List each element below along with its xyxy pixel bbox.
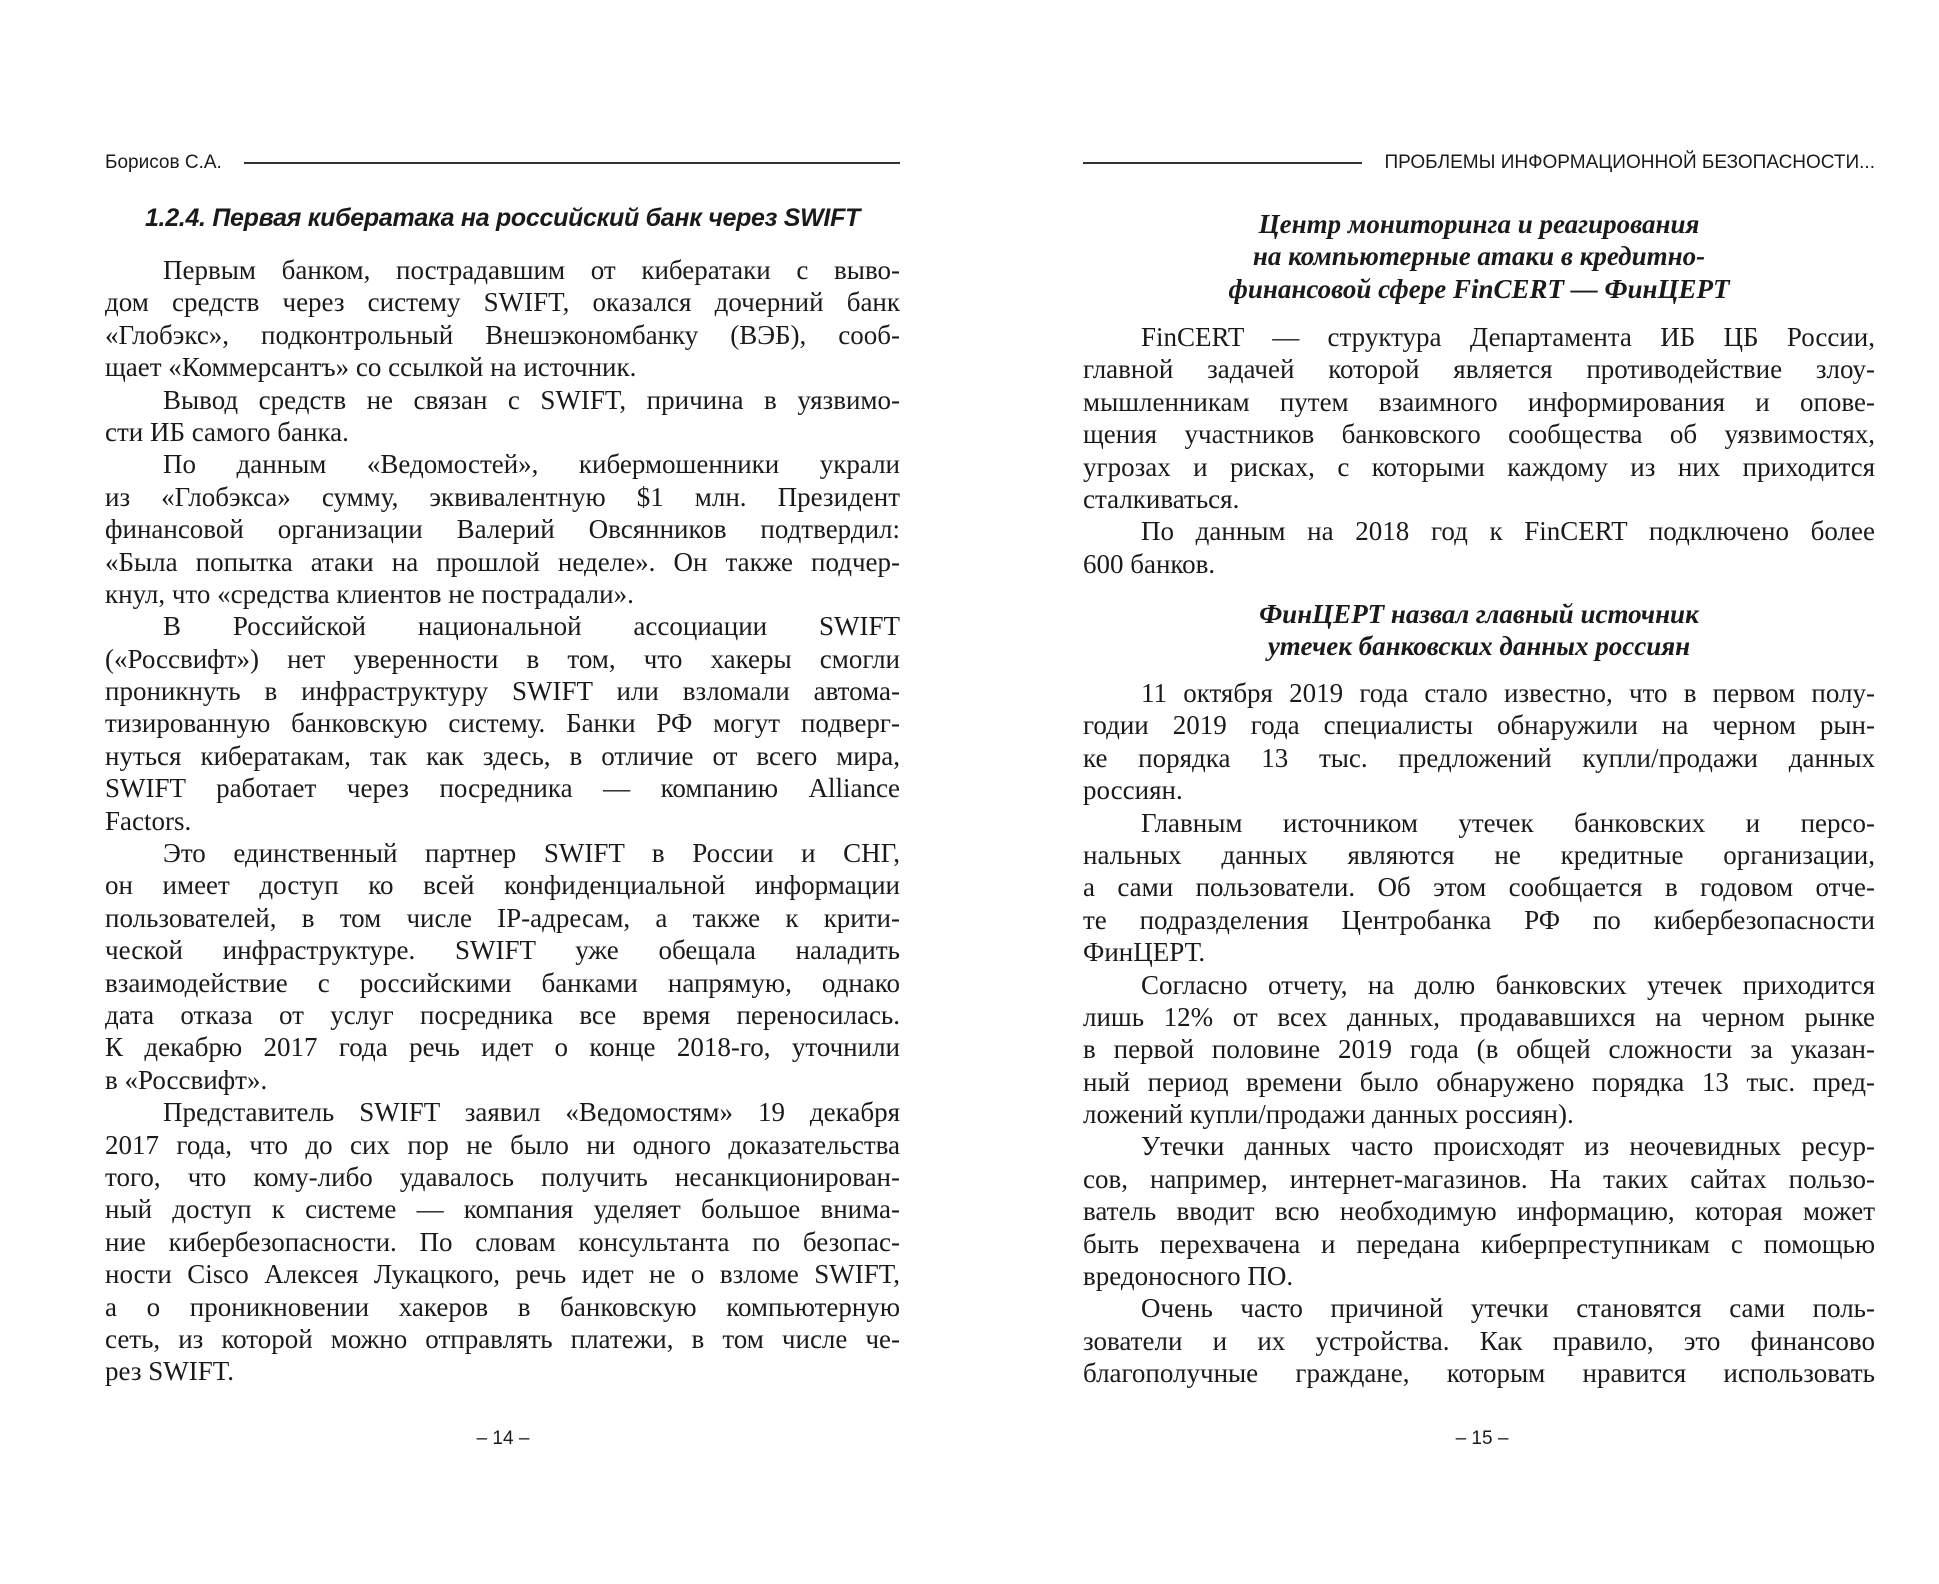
section-title: 1.2.4. Первая кибератака на российский банк через SWIFT [144,204,861,232]
text-line: ности Cisco Алексея Лукацкого, речь идет не о взломе SWIFT, [105,1259,900,1290]
left-body-text [105,254,900,1388]
text-line: Factors. [105,805,192,836]
text-line: взаимодействие с российскими банками напрямую, однако [105,967,900,998]
heading-line: на компьютерные атаки в кредитно- [1252,241,1706,272]
paragraph [105,610,900,837]
text-line: сеть, из которой можно отправлять платежи, в том числе че- [105,1323,900,1354]
text-line: щает «Коммерсантъ» со ссылкой на источник. [105,352,637,383]
right-running-head [1083,152,1875,174]
text-line: пользователей, в том числе IP-адресам, а также к крити- [105,902,900,933]
text-line: вредоносного ПО. [1083,1261,1294,1292]
text-line: россиян. [1083,775,1183,806]
heading-line: финансовой сфере FinCERT — ФинЦЕРТ [1228,273,1730,304]
text-line: ческой инфраструктуре. SWIFT уже обещала наладить [105,935,900,966]
text-line: Это единственный партнер SWIFT в России и СНГ, [163,838,900,869]
text-line: По данным «Ведомостей», кибермошенники украли [163,449,900,480]
text-line: ватель вводит всю необходимую информацию, которая может [1083,1196,1875,1227]
text-line: «Была попытка атаки на прошлой неделе». Он также подчер- [105,546,900,577]
text-line: В Российской национальной ассоциации SWIFT [163,611,900,642]
header-rule [244,162,900,164]
text-line: зователи и их устройства. Как правило, это финансово [1083,1325,1875,1356]
subsection-heading-leaks [1083,598,1875,663]
text-line: ке порядка 13 тыс. предложений купли/продажи данных [1083,742,1875,773]
text-line: главной задачей которой является противодействие злоу- [1083,354,1875,385]
text-line: Главным источником утечек банковских и персо- [1141,807,1875,838]
text-line: благополучные граждане, которым нравится использовать [1083,1358,1875,1389]
text-line: По данным на 2018 год к FinCERT подключено более [1141,516,1875,547]
paragraph [1083,1292,1875,1389]
text-line: угрозах и рисках, с которыми каждому из них приходится [1083,451,1875,482]
text-line: он имеет доступ ко всей конфиденциальной информации [105,870,900,901]
text-line: быть перехвачена и передана киберпреступникам с помощью [1083,1228,1875,1259]
text-line: проникнуть в инфраструктуру SWIFT или взломали автома- [105,676,900,707]
text-line: в «Россвифт». [105,1064,268,1095]
text-line: щения участников банковского сообщества об уязвимостях, [1083,419,1875,450]
text-line: сти ИБ самого банка. [105,416,349,447]
text-line: годии 2019 года специалисты обнаружили на черном рын- [1083,710,1875,741]
text-line: дата отказа от услуг посредника все время переносилась. [105,999,900,1030]
text-line: FinCERT — структура Департамента ИБ ЦБ России, [1141,322,1875,352]
text-line: того, что кому-либо удавалось получить несанкционирован- [105,1161,900,1192]
paragraph [105,1096,900,1388]
paragraph [1083,807,1875,969]
right-body-text-b [1083,677,1875,1390]
text-line: сталкиваться. [1083,483,1240,514]
text-line: ный доступ к системе — компания уделяет большое внима- [105,1194,900,1225]
text-line: Вывод средств не связан с SWIFT, причина в уязвимо- [163,384,900,415]
text-line: мышленникам путем взаимного информирования и опове- [1083,386,1875,417]
text-line: из «Глобэкса» сумму, эквивалентную $1 млн. Президент [105,481,900,512]
text-line: в первой половине 2019 года (в общей сложности за указан- [1083,1034,1875,1065]
text-line: дом средств через систему SWIFT, оказался дочерний банк [105,287,900,318]
page-number-left: – 14 – [476,1428,530,1449]
text-line: 2017 года, что до сих пор не было ни одного доказательства [105,1129,900,1160]
text-line: а сами пользователи. Об этом сообщается в годовом отче- [1083,872,1875,903]
paragraph [105,384,900,449]
text-line: нальных данных являются не кредитные организации, [1083,839,1875,870]
text-line: ние кибербезопасности. По словам консультанта по безопас- [105,1226,900,1257]
text-line: сов, например, интернет-магазинов. На таких сайтах пользо- [1083,1163,1875,1194]
paragraph [1083,677,1875,807]
text-line: рез SWIFT. [105,1356,234,1387]
text-line: Представитель SWIFT заявил «Ведомостям» 19 декабря [163,1097,900,1128]
text-line: ложений купли/продажи данных россиян). [1083,1099,1574,1130]
text-line: ФинЦЕРТ. [1083,937,1206,968]
paragraph [1083,515,1875,580]
text-line: Очень часто причиной утечки становятся сами поль- [1141,1293,1875,1324]
text-line: К декабрю 2017 года речь идет о конце 2018-го, уточнили [105,1032,900,1063]
text-line: SWIFT работает через посредника — компанию Alliance [105,773,900,804]
text-line: 600 банков. [1083,548,1216,579]
text-line: лишь 12% от всех данных, продававшихся на черном рынке [1083,1001,1875,1032]
paragraph [105,837,900,1096]
heading-line: утечек банковских данных россиян [1267,631,1691,662]
heading-line: Центр мониторинга и реагирования [1258,209,1700,239]
text-line: тизированную банковскую систему. Банки РФ могут подверг- [105,708,900,739]
paragraph [1083,969,1875,1131]
text-line: Утечки данных часто происходят из неочевидных ресур- [1141,1131,1875,1162]
book-title: ПРОБЛЕМЫ ИНФОРМАЦИОННОЙ БЕЗОПАСНОСТИ... [1384,152,1875,173]
text-line: Первым банком, пострадавшим от кибератаки с выво- [163,255,900,285]
paragraph [1083,1130,1875,1292]
header-rule [1083,162,1362,164]
heading-line: ФинЦЕРТ назвал главный источник [1259,599,1699,629]
paragraph [1083,321,1875,515]
text-line: 11 октября 2019 года стало известно, что в первом полу- [1141,678,1875,708]
text-line: Согласно отчету, на долю банковских утечек приходится [1141,969,1875,1000]
paragraph [105,448,900,610]
text-line: «Глобэкс», подконтрольный Внешэкономбанку (ВЭБ), сооб- [105,319,900,350]
right-body-text-a [1083,321,1875,580]
text-line: нуться кибератакам, так как здесь, в отличие от всего мира, [105,740,900,771]
text-line: те подразделения Центробанка РФ по кибербезопасности [1083,904,1875,935]
page-number-right: – 15 – [1455,1428,1509,1449]
text-line: финансовой организации Валерий Овсянников подтвердил: [105,514,900,545]
text-line: кнул, что «средства клиентов не пострадали». [105,578,634,609]
text-line: ный период времени было обнаружено порядка 13 тыс. пред- [1083,1066,1875,1097]
paragraph [105,254,900,384]
subsection-heading-fincert [1083,208,1875,305]
text-line: («Россвифт») нет уверенности в том, что хакеры смогли [105,643,900,674]
left-running-head [105,152,900,174]
author-name: Борисов С.А. [105,152,222,173]
text-line: а о проникновении хакеров в банковскую компьютерную [105,1291,900,1322]
